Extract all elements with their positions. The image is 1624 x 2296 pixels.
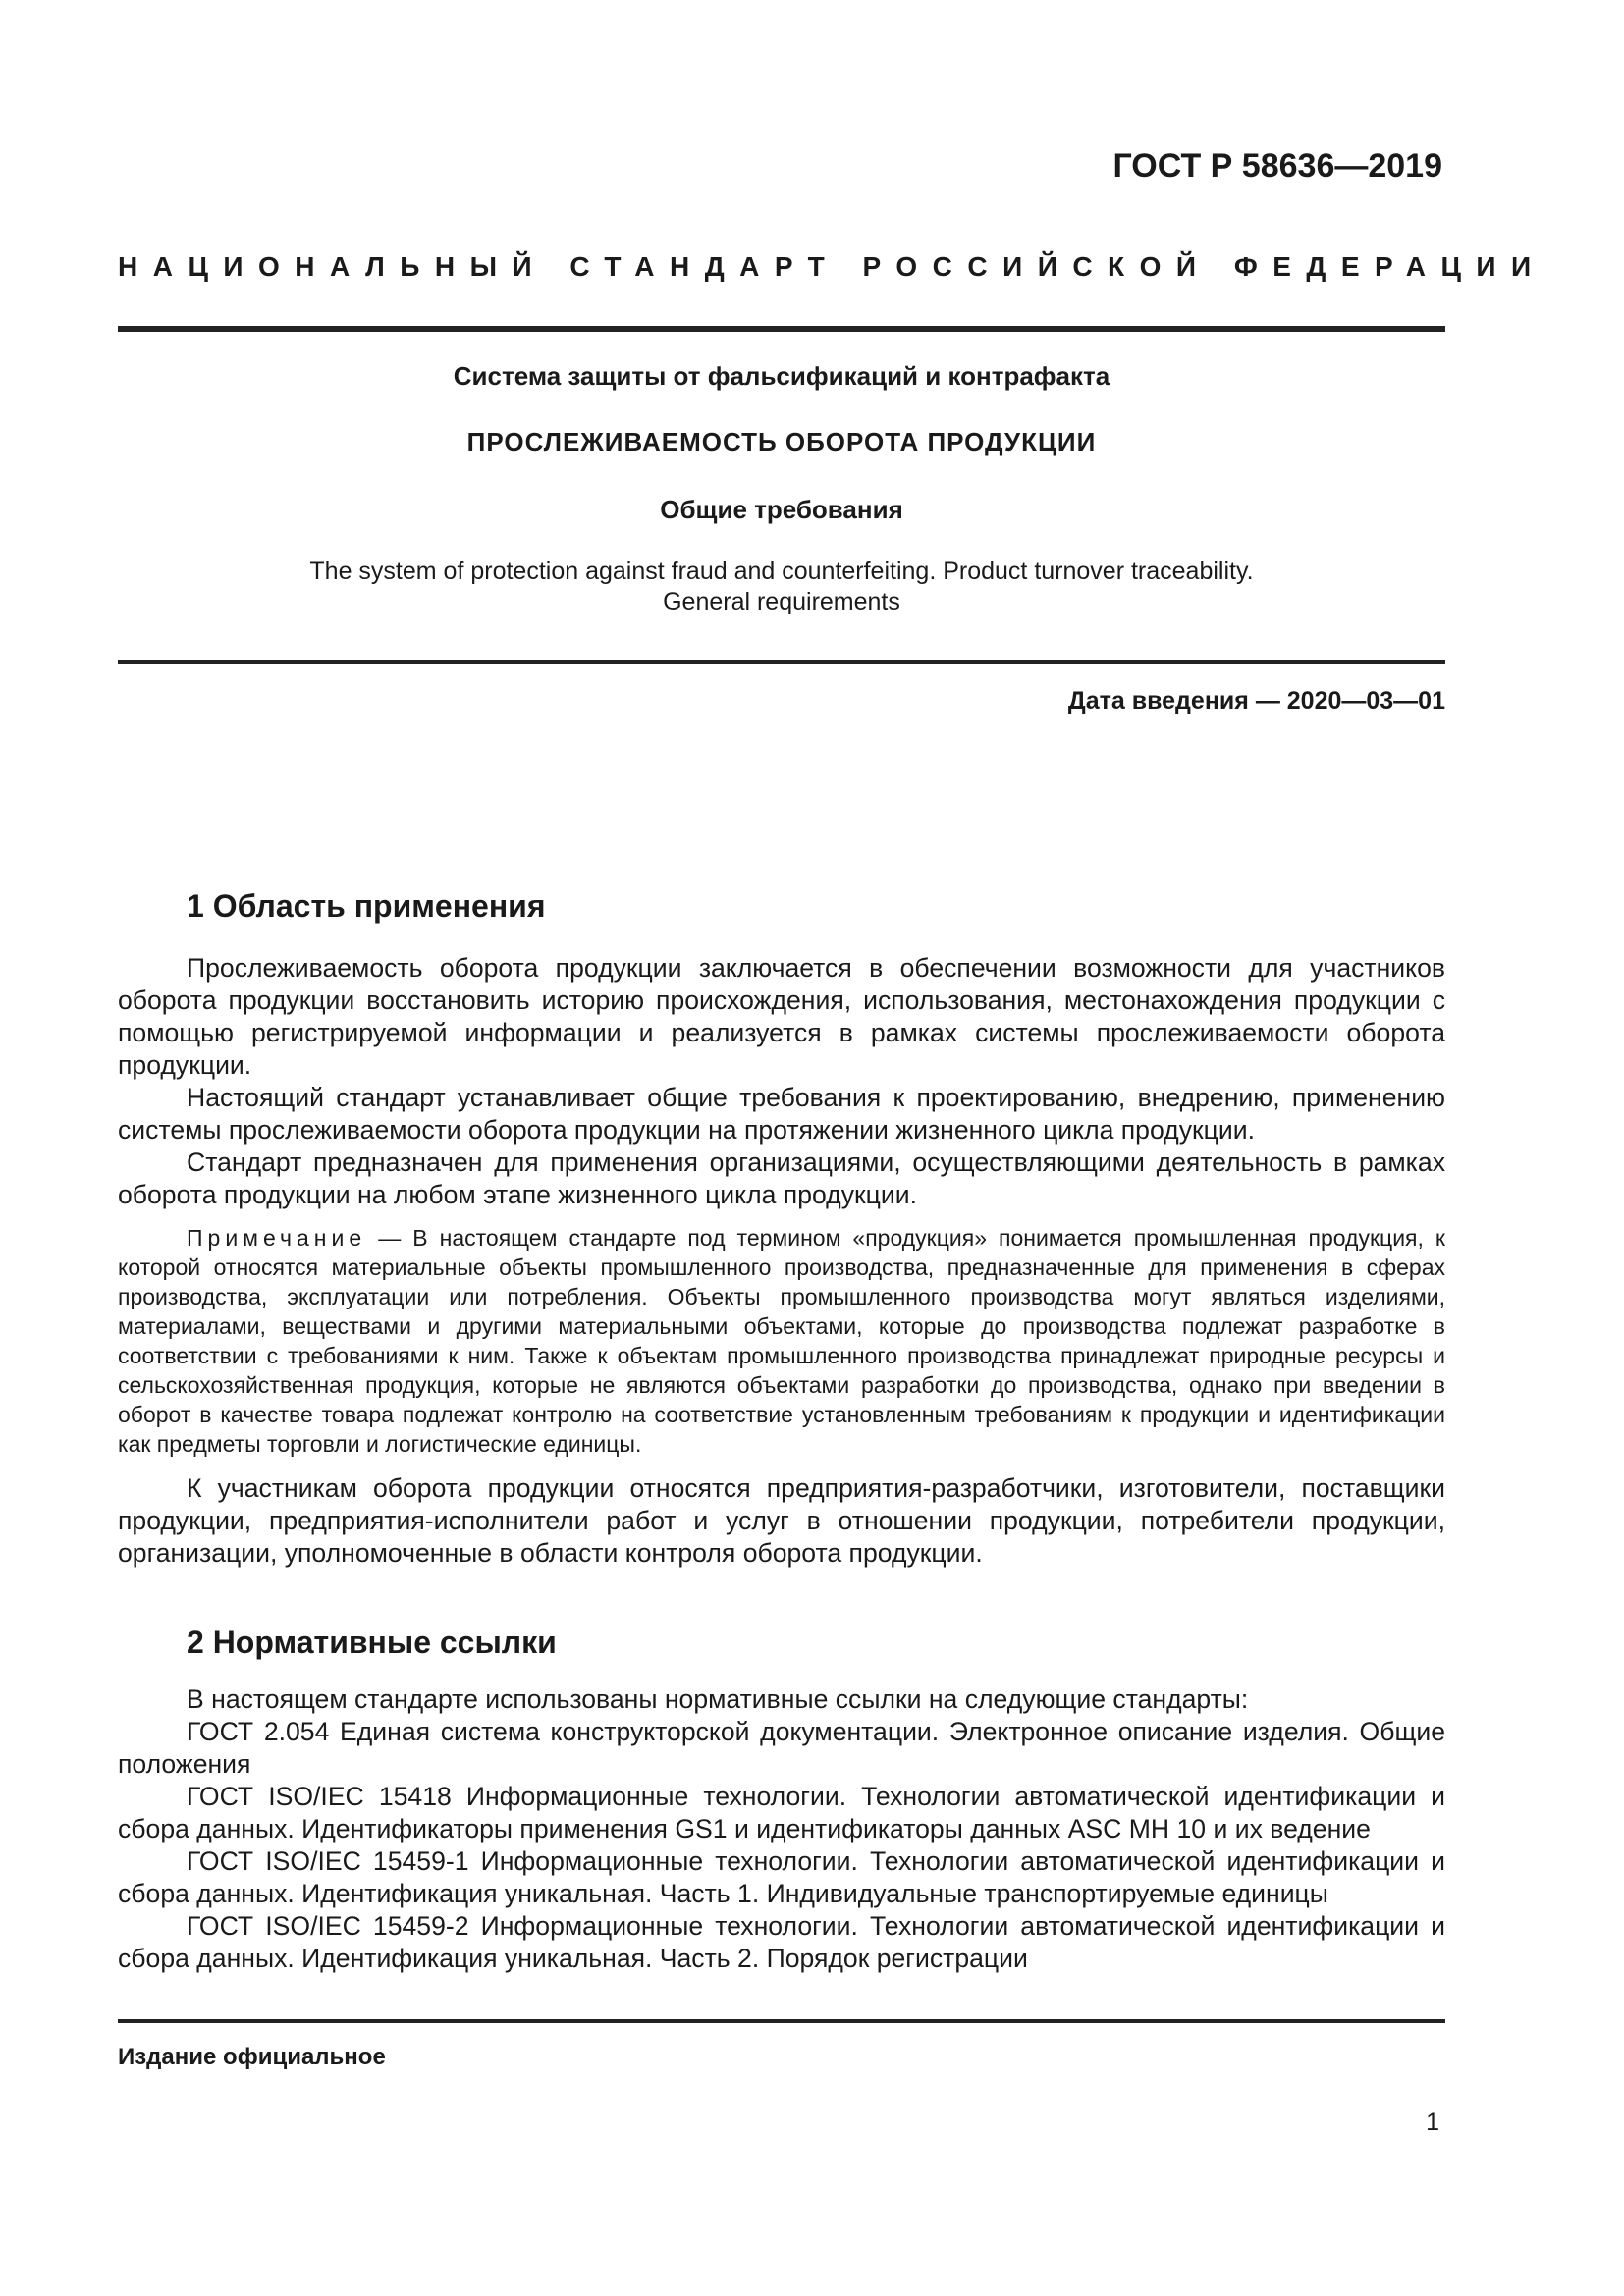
note-label: Примечание [187, 1225, 367, 1251]
section-1-paragraph: Настоящий стандарт устанавливает общие требования к проектированию, внедрению, применению системы прослеживаемости оборота продукции на протяжении жизненного цикла продукции. [118, 1083, 1445, 1145]
note-text: — В настоящем стандарте под термином «продукция» понимается промышленная продукция, к которой относятся материальные объекты промышленного производства, предназначенные для применения в сферах производства, эксплуатации или потребления. Объекты промышленного производства могут являться изделиями, материалами, веществами и другими материальными объектами, которые до производства подлежат разработке в соответствии с требованиями к ним. Также к объектам промышленного производства принадлежат природные ресурсы и сельскохозяйственная продукция, которые не являются объектами разработки до производства, однако при введении в оборот в качестве товара подлежат контролю на соответствие установленным требованиям к продукции и идентификации как предметы торговли и логистические единицы. [118, 1225, 1445, 1457]
normative-reference: ГОСТ ISO/IEC 15459-1 Информационные технологии. Технологии автоматической идентификации и сбора данных. Идентификация уникальная. Часть 1. Индивидуальные транспортируемые единицы [118, 1846, 1445, 1908]
subtitle: Общие требования [660, 495, 903, 524]
standard-code: ГОСТ Р 58636—2019 [1112, 147, 1442, 185]
normative-reference: ГОСТ ISO/IEC 15459-2 Информационные технологии. Технологии автоматической идентификации и сбора данных. Идентификация уникальная. Часть 2. Порядок регистрации [118, 1911, 1445, 1973]
section-1-paragraph: К участникам оборота продукции относятся предприятия-разработчики, изготовители, поставщики продукции, предприятия-исполнители работ и услуг в отношении продукции, потребители продукции, организации, уполномоченные в области контроля оборота продукции. [118, 1473, 1445, 1568]
normative-reference: ГОСТ 2.054 Единая система конструкторской документации. Электронное описание изделия. Общие положения [118, 1717, 1445, 1779]
section-2-body [118, 1683, 1445, 1975]
section-1-paragraph: Стандарт предназначен для применения организациями, осуществляющими деятельность в рамках оборота продукции на любом этапе жизненного цикла продукции. [118, 1148, 1445, 1209]
section-2-intro: В настоящем стандарте использованы нормативные ссылки на следующие стандарты: [187, 1684, 1249, 1714]
section-1-heading: 1 Область применения [187, 888, 546, 924]
section-1-note [118, 1223, 1445, 1459]
national-standard-title: НАЦИОНАЛЬНЫЙ СТАНДАРТ РОССИЙСКОЙ ФЕДЕРАЦИИ [118, 251, 1546, 282]
english-title [118, 557, 1445, 617]
official-edition-label: Издание официальное [118, 2044, 386, 2070]
section-1-body [118, 952, 1445, 1570]
section-2-heading: 2 Нормативные ссылки [187, 1625, 557, 1660]
main-title: ПРОСЛЕЖИВАЕМОСТЬ ОБОРОТА ПРОДУКЦИИ [466, 427, 1097, 456]
section-1-paragraph: Прослеживаемость оборота продукции заключается в обеспечении возможности для участников оборота продукции восстановить историю происхождения, использования, местонахождения продукции с помощью регистрируемой информации и реализуется в рамках системы прослеживаемости оборота продукции. [118, 953, 1445, 1080]
footer-divider [118, 2019, 1445, 2023]
normative-reference: ГОСТ ISO/IEC 15418 Информационные технологии. Технологии автоматической идентификации и сбора данных. Идентификаторы применения GS1 и идентификаторы данных ASC MH 10 и их ведение [118, 1782, 1445, 1843]
introduction-date: Дата введения — 2020—03—01 [1067, 687, 1445, 715]
title-divider [118, 660, 1445, 664]
system-title: Система защиты от фальсификаций и контрафакта [453, 361, 1110, 391]
page-number: 1 [1426, 2109, 1439, 2136]
header-divider [118, 326, 1445, 332]
english-title-line-1: The system of protection against fraud and counterfeiting. Product turnover traceability. [309, 558, 1254, 585]
english-title-line-2: General requirements [663, 588, 900, 615]
